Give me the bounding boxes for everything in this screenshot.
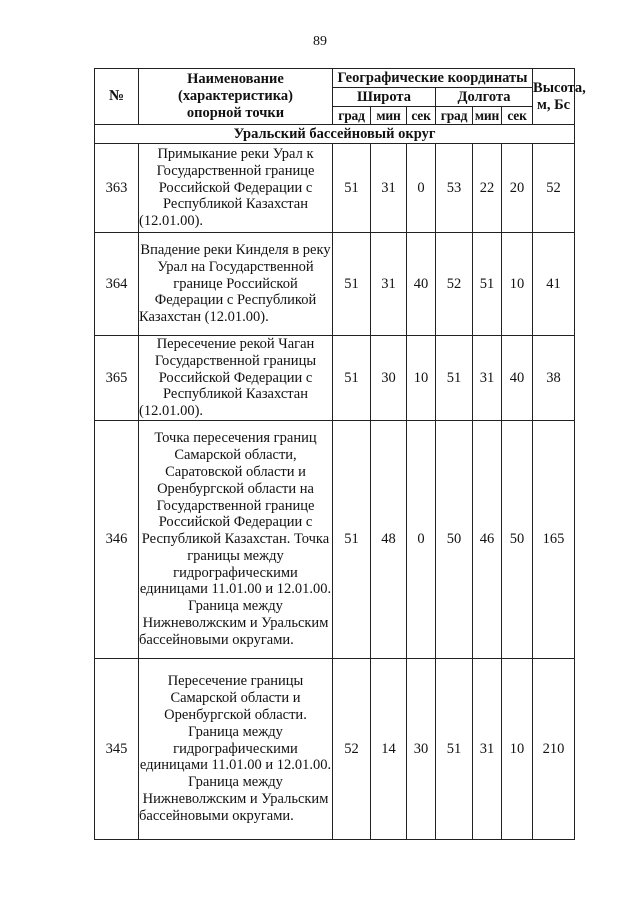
section-heading: Уральский бассейновый округ (95, 125, 575, 144)
header-lat-min: мин (371, 107, 407, 125)
lat-min: 31 (371, 144, 407, 233)
row-number: 363 (95, 144, 139, 233)
header-geo-coordinates: Географические координаты (333, 69, 533, 88)
lat-deg: 51 (333, 421, 371, 659)
row-description: Впадение реки Кинделя в реку Урал на Государственной границе Российской Федерации с Республикой Казахстан (12.01.00). (139, 233, 333, 336)
lon-sec: 10 (502, 233, 533, 336)
lon-sec: 20 (502, 144, 533, 233)
header-lon-deg: град (436, 107, 473, 125)
lon-min: 31 (473, 336, 502, 421)
header-latitude: Широта (333, 88, 436, 107)
lat-sec: 0 (407, 421, 436, 659)
altitude: 41 (533, 233, 575, 336)
row-number: 364 (95, 233, 139, 336)
altitude: 52 (533, 144, 575, 233)
altitude: 38 (533, 336, 575, 421)
page-number: 89 (313, 34, 327, 49)
row-number: 365 (95, 336, 139, 421)
reference-points-table (94, 68, 586, 840)
lon-deg: 51 (436, 659, 473, 840)
header-name-line1: Наименование (187, 71, 284, 87)
header-name-line2: (характеристика) (178, 88, 293, 104)
lon-deg: 53 (436, 144, 473, 233)
row-number: 346 (95, 421, 139, 659)
header-number: № (95, 69, 139, 125)
header-lat-deg: град (333, 107, 371, 125)
table-row (95, 233, 575, 336)
table-row (95, 421, 575, 659)
altitude: 210 (533, 659, 575, 840)
lon-min: 46 (473, 421, 502, 659)
lat-min: 31 (371, 233, 407, 336)
header-altitude (533, 69, 586, 125)
lon-deg: 51 (436, 336, 473, 421)
table-row (95, 144, 575, 233)
lat-sec: 10 (407, 336, 436, 421)
lat-deg: 51 (333, 144, 371, 233)
header-name-line3: опорной точки (186, 105, 285, 121)
lat-sec: 30 (407, 659, 436, 840)
header-altitude-line2: м, Бс (536, 96, 571, 113)
lat-min: 30 (371, 336, 407, 421)
header-lon-sec: сек (502, 107, 533, 125)
lat-sec: 0 (407, 144, 436, 233)
row-number: 345 (95, 659, 139, 840)
header-longitude: Долгота (436, 88, 533, 107)
header-lon-min: мин (473, 107, 502, 125)
lat-min: 48 (371, 421, 407, 659)
lon-min: 31 (473, 659, 502, 840)
header-altitude-line1: Высота, (533, 79, 586, 96)
row-description: Пересечение границы Самарской области и Оренбургской области. Граница между гидрографическими единицами 11.01.00 и 12.01.00. Граница между Нижневолжским и Уральским бассейновыми округами. (139, 659, 333, 840)
lon-deg: 52 (436, 233, 473, 336)
lon-sec: 10 (502, 659, 533, 840)
lon-min: 22 (473, 144, 502, 233)
lat-min: 14 (371, 659, 407, 840)
row-description: Примыкание реки Урал к Государственной границе Российской Федерации с Республикой Казахстан (12.01.00). (139, 144, 333, 233)
lon-min: 51 (473, 233, 502, 336)
header-lat-sec: сек (407, 107, 436, 125)
lat-deg: 52 (333, 659, 371, 840)
lon-deg: 50 (436, 421, 473, 659)
header-name (139, 69, 333, 125)
row-description: Пересечение рекой Чаган Государственной границы Российской Федерации с Республикой Казахстан (12.01.00). (139, 336, 333, 421)
lat-deg: 51 (333, 233, 371, 336)
table-row (95, 336, 575, 421)
row-description: Точка пересечения границ Самарской области, Саратовской области и Оренбургской области на Государственной границе Российской Федерации с Республикой Казахстан. Точка границы между гидрографическими единицами 11.01.00 и 12.01.00. Граница между Нижневолжским и Уральским бассейновыми округами. (139, 421, 333, 659)
lat-deg: 51 (333, 336, 371, 421)
lon-sec: 50 (502, 421, 533, 659)
table-row (95, 659, 575, 840)
lat-sec: 40 (407, 233, 436, 336)
altitude: 165 (533, 421, 575, 659)
lon-sec: 40 (502, 336, 533, 421)
